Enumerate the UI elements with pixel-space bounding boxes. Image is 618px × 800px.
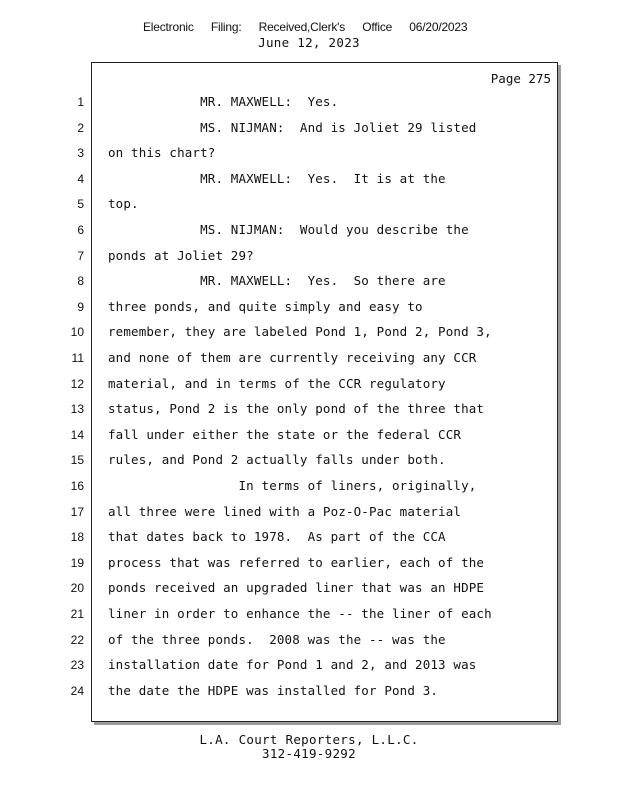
transcript-line: remember, they are labeled Pond 1, Pond 2, Pond 3, bbox=[108, 324, 492, 339]
line-number: 15 bbox=[70, 453, 84, 467]
filing-stamp-date: 06/20/2023 bbox=[409, 20, 468, 34]
line-number: 19 bbox=[70, 556, 84, 570]
line-number: 1 bbox=[77, 95, 84, 109]
line-number: 20 bbox=[70, 581, 84, 595]
transcript-line: and none of them are currently receiving any CCR bbox=[108, 350, 477, 365]
line-number: 4 bbox=[77, 172, 84, 186]
line-number: 12 bbox=[70, 377, 84, 391]
line-number: 23 bbox=[70, 658, 84, 672]
transcript-line: MR. MAXWELL: Yes. So there are bbox=[108, 273, 446, 288]
transcript-line: MR. MAXWELL: Yes. bbox=[108, 94, 339, 109]
filing-stamp-word: Received,Clerk's bbox=[258, 20, 346, 34]
transcript-line: status, Pond 2 is the only pond of the three that bbox=[108, 401, 485, 416]
transcript-line: process that was referred to earlier, each of the bbox=[108, 555, 485, 570]
transcript-line: ponds received an upgraded liner that was an HDPE bbox=[108, 580, 485, 595]
filing-stamp-word: Filing: bbox=[210, 20, 242, 34]
line-number: 9 bbox=[77, 300, 84, 314]
line-number: 7 bbox=[77, 249, 84, 263]
transcript-line: MR. MAXWELL: Yes. It is at the bbox=[108, 171, 446, 186]
line-number: 14 bbox=[70, 428, 84, 442]
line-number: 18 bbox=[70, 530, 84, 544]
transcript-line: MS. NIJMAN: Would you describe the bbox=[108, 222, 469, 237]
transcript-line: fall under either the state or the federal CCR bbox=[108, 427, 462, 442]
line-number: 22 bbox=[70, 633, 84, 647]
line-number: 13 bbox=[70, 402, 84, 416]
transcript-line: of the three ponds. 2008 was the -- was the bbox=[108, 632, 446, 647]
transcript-line: rules, and Pond 2 actually falls under both. bbox=[108, 452, 446, 467]
transcript-line: ponds at Joliet 29? bbox=[108, 248, 254, 263]
court-reporter-name: L.A. Court Reporters, L.L.C. bbox=[199, 732, 419, 747]
transcript-line: installation date for Pond 1 and 2, and 2013 was bbox=[108, 657, 477, 672]
court-reporter-phone: 312-419-9292 bbox=[262, 746, 356, 761]
filing-stamp-word: Office bbox=[362, 20, 393, 34]
transcript-line: In terms of liners, originally, bbox=[108, 478, 477, 493]
transcript-page-frame bbox=[91, 62, 558, 722]
line-number: 11 bbox=[71, 351, 84, 365]
line-number: 17 bbox=[70, 505, 84, 519]
transcript-line: MS. NIJMAN: And is Joliet 29 listed bbox=[108, 120, 477, 135]
line-number: 3 bbox=[77, 146, 84, 160]
transcript-line: all three were lined with a Poz-O-Pac material bbox=[108, 504, 462, 519]
filing-stamp-word: Electronic bbox=[143, 20, 194, 34]
transcript-line: liner in order to enhance the -- the liner of each bbox=[108, 606, 492, 621]
line-number: 21 bbox=[70, 607, 84, 621]
line-number: 24 bbox=[70, 684, 84, 698]
transcript-line: on this chart? bbox=[108, 145, 216, 160]
filing-stamp bbox=[143, 20, 467, 34]
transcript-line: top. bbox=[108, 196, 139, 211]
transcript-date: June 12, 2023 bbox=[258, 35, 360, 50]
line-number: 16 bbox=[70, 479, 84, 493]
line-number: 10 bbox=[70, 325, 84, 339]
transcript-line: material, and in terms of the CCR regulatory bbox=[108, 376, 446, 391]
line-number: 6 bbox=[77, 223, 84, 237]
transcript-line: three ponds, and quite simply and easy to bbox=[108, 299, 423, 314]
line-number: 2 bbox=[77, 121, 84, 135]
transcript-line: that dates back to 1978. As part of the CCA bbox=[108, 529, 446, 544]
line-number: 5 bbox=[77, 197, 84, 211]
page-number: Page 275 bbox=[490, 71, 551, 86]
line-number: 8 bbox=[77, 274, 84, 288]
footer bbox=[0, 733, 618, 761]
transcript-line: the date the HDPE was installed for Pond 3. bbox=[108, 683, 439, 698]
